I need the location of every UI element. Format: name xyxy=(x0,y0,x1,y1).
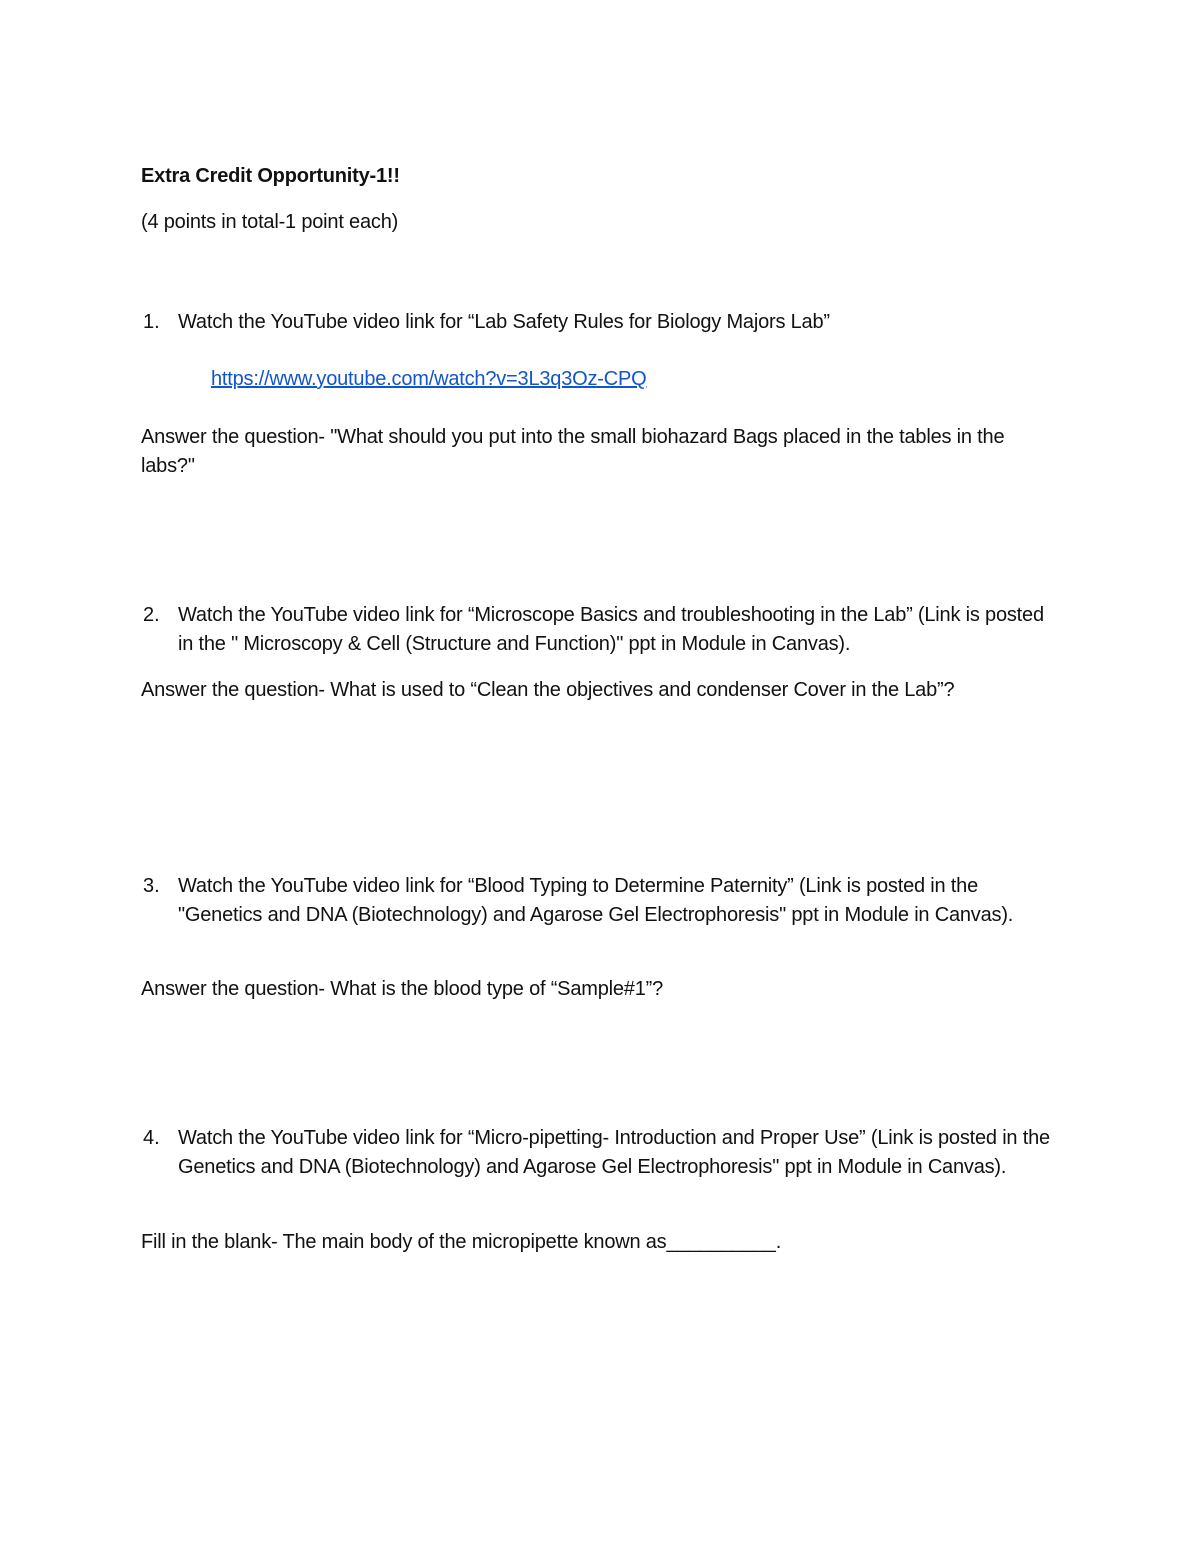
item-question: Answer the question- What is used to “Clean the objectives and condenser Cover in the Lab”? xyxy=(141,679,955,701)
item-text: Watch the YouTube video link for “Blood Typing to Determine Paternity” (Link is posted in the "Genetics and DNA (Biotechnology) and Agarose Gel Electrophoresis" ppt in Module in Canvas). xyxy=(178,875,1014,926)
item-text: Watch the YouTube video link for “Micro-pipetting- Introduction and Proper Use” (Link is posted in the Genetics and DNA (Biotechnology) and Agarose Gel Electrophoresis" ppt in Module in Canvas). xyxy=(178,1127,1050,1178)
item-number: 3. xyxy=(143,875,160,897)
youtube-link[interactable]: https://www.youtube.com/watch?v=3L3q3Oz-CPQ xyxy=(211,368,647,390)
item-question: Answer the question- What is the blood type of “Sample#1”? xyxy=(141,978,664,1000)
item-number: 2. xyxy=(143,604,160,626)
document-title: Extra Credit Opportunity-1!! xyxy=(141,165,400,187)
item-question: Answer the question- "What should you put into the small biohazard Bags placed in the tables in the labs?" xyxy=(141,426,1005,477)
document-subtitle: (4 points in total-1 point each) xyxy=(141,211,399,233)
item-number: 1. xyxy=(143,311,160,333)
item-question: Fill in the blank- The main body of the micropipette known as__________. xyxy=(141,1231,782,1253)
item-text: Watch the YouTube video link for “Lab Safety Rules for Biology Majors Lab” xyxy=(178,311,830,333)
item-text: Watch the YouTube video link for “Microscope Basics and troubleshooting in the Lab” (Link is posted in the " Microscopy & Cell (Structure and Function)" ppt in Module in Canvas). xyxy=(178,604,1044,655)
item-number: 4. xyxy=(143,1127,160,1149)
